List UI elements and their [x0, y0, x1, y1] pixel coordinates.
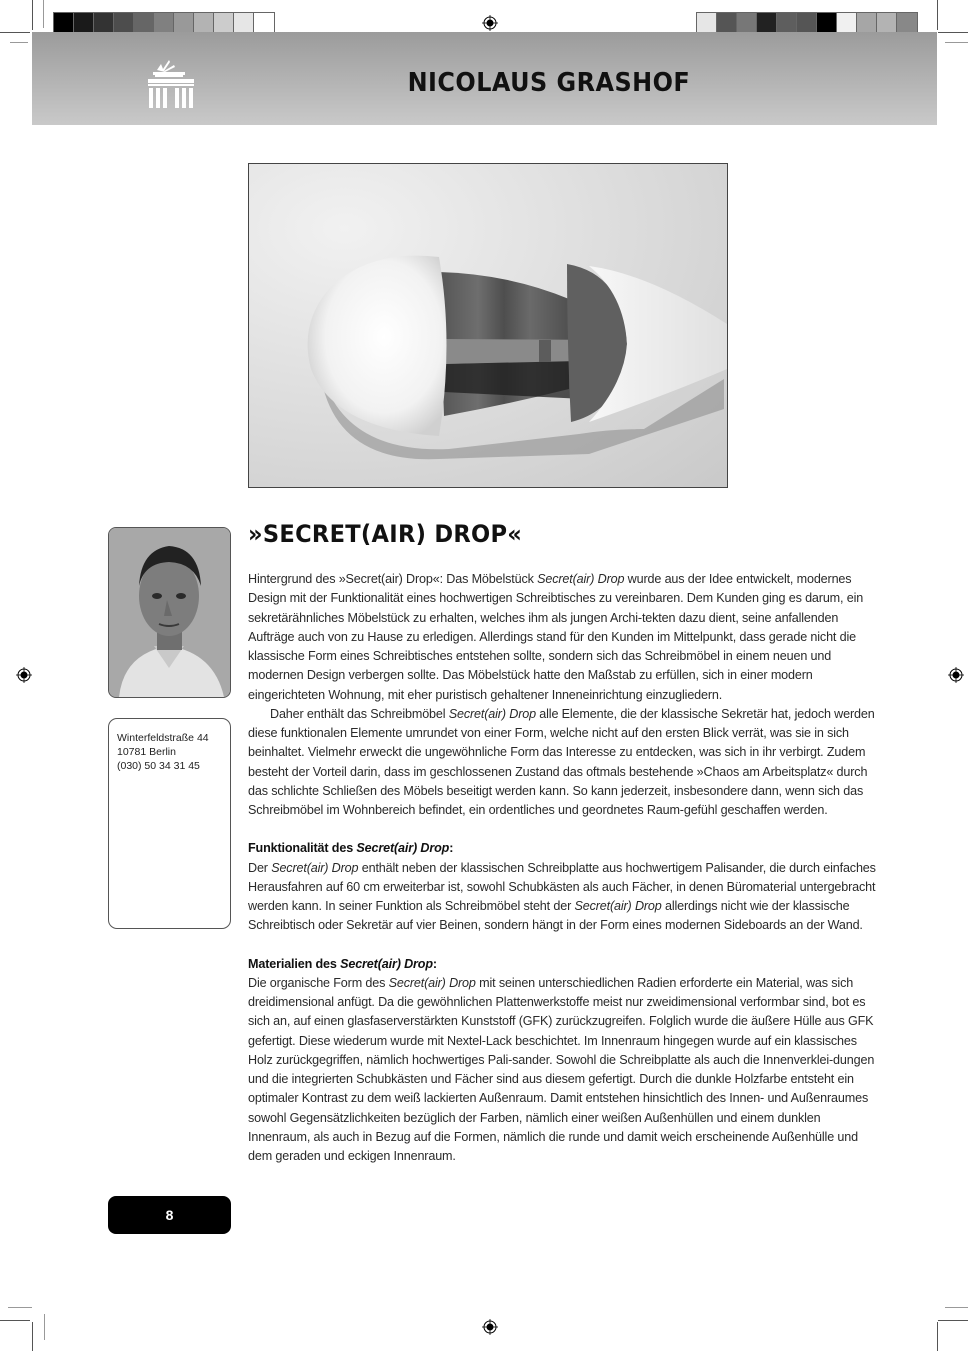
color-swatch — [134, 13, 154, 33]
section-spacer — [248, 820, 876, 839]
color-swatch — [737, 13, 757, 33]
color-swatch — [817, 13, 837, 33]
page-number: 8 — [165, 1207, 174, 1223]
address-street: Winterfeldstraße 44 — [117, 732, 209, 744]
text-run: Daher enthält das Schreibmöbel — [270, 706, 449, 721]
address-phone: (030) 50 34 31 45 — [117, 760, 200, 772]
portrait-photo — [109, 528, 230, 697]
product-name-italic: Secret(air) Drop — [448, 706, 536, 721]
crop-mark — [0, 32, 30, 33]
section-heading-product: Secret(air) Drop — [340, 956, 433, 971]
crop-mark — [945, 42, 968, 43]
section-heading-text: Funktionalität des — [248, 841, 357, 856]
crop-mark — [0, 1320, 30, 1321]
text-run: mit seinen unterschiedlichen Radien erforderte ein Material, was sich dreidimensional anfügt. Da die gewöhnlichen Plattenwerkstoffe meist nur zweidimensional verformbar sind, bot es sich an, auf einen glasfaserverstärkten Kunststoff (GFK) zurückzugreifen. Folglich wurde die äußere Hülle aus GFK gefertigt. Diese wiederum wurde mit Nextel-Lack beschichtet. Im Innenraum hingegen wurde auf ein klassisches Holz zurückgegriffen, nämlich hochwertiges Pali-sander. Sowohl die Schreibplatte als auch die Innenverklei-dungen und die integrierten Schubkästen und Fächer sind aus diesem gefertigt. Durch die dunkle Holzfarbe entsteht ein optimaler Kontrast zu dem weiß lackierten Außenraum. Damit entstehen hinsichtlich des Innen- und Außenraumes sowohl Gegensätzlichkeiten bezüglich der Farben, nämlich einer weißen Außenhüllen und einem dunklen Innenraum, als auch in Bezug auf die Formen, nämlich die runde und damit weich erscheinende Außenhülle und dem geraden und eckigen Innenraum. — [248, 975, 875, 1163]
product-photo — [248, 163, 728, 488]
section-heading — [248, 839, 876, 858]
crop-mark — [938, 1320, 968, 1321]
product-name-italic: Secret(air) Drop — [388, 975, 476, 990]
page-number-badge — [108, 1196, 231, 1234]
section-heading — [248, 955, 876, 974]
color-swatch — [837, 13, 857, 33]
text-run: wurde aus der Idee entwickelt, modernes Design mit der Funktionalität eines hochwertigen Schreibtisches zu vereinbaren. Dem Kunden ging es darum, ein sekretärähnliches Möbelstück zu erhalten, welches ihm als jungen Archi-tekten dazu dient, seine anfallenden Aufträge auch von zu Hause zu erledigen. Allerdings stand für den Kunden im Mittelpunkt, dass gerade nicht die klassische Form eines Schreibtisches entstehen sollte, sondern sich das Schreibmöbel in einem neuen und modernen Design verbergen sollte. Das Möbelstück hatte den Maßstab zu erfüllen, sich in einer modern eingerichteten Wohnung, mit eher puristisch gehaltener Inneneinrichtung einzugliedern. — [248, 572, 864, 702]
article-paragraph — [248, 705, 876, 821]
color-swatch — [717, 13, 737, 33]
color-swatch — [757, 13, 777, 33]
color-swatch — [154, 13, 174, 33]
color-swatch — [214, 13, 234, 33]
color-swatch — [114, 13, 134, 33]
color-swatch — [54, 13, 74, 33]
product-name-italic: Secret(air) Drop — [537, 572, 625, 586]
section-paragraph — [248, 859, 876, 936]
section-heading-product: Secret(air) Drop — [356, 841, 450, 856]
color-swatch — [797, 13, 817, 33]
color-swatch — [254, 13, 274, 33]
color-swatch — [777, 13, 797, 33]
registration-mark-icon — [482, 15, 498, 31]
color-swatch — [234, 13, 254, 33]
registration-mark-icon — [16, 667, 32, 683]
secret-air-drop-image — [249, 164, 727, 487]
product-name-italic: Secret(air) Drop — [271, 860, 359, 875]
text-run: Der — [248, 860, 272, 875]
crop-mark — [938, 32, 968, 33]
crop-mark — [8, 1307, 32, 1308]
article-body — [248, 570, 876, 1166]
section-paragraph — [248, 974, 876, 1167]
section-spacer — [248, 936, 876, 955]
text-run: alle Elemente, die der klassische Sekretär hat, jedoch werden diese funktionalen Elemente umrundet von einer Form, welche nicht auf den ersten Blick verrät, was sie in sich beinhaltet. Vielmehr erweckt die ungewöhnliche Form das Interesse zu entdecken, was sich in ihr verbirgt. Zudem besteht der Vorteil darin, dass im geschlossenen Zustand das oftmals bestehende »Chaos am Arbeitsplatz« durch das schlichte Schließen des Möbels beseitigt werden kann. So kann jederzeit, insbesondere dann, wenn sich das Schreibmöbel im Wohnbereich befindet, ein ordentliches und geordnetes Raum-gefühl geschaffen werden. — [248, 706, 875, 817]
crop-mark — [10, 42, 28, 43]
crop-mark — [945, 1307, 968, 1308]
text-run: Die organische Form des — [248, 975, 389, 990]
author-portrait — [108, 527, 231, 698]
color-swatch — [877, 13, 897, 33]
registration-mark-icon — [482, 1319, 498, 1335]
section-heading-colon: : — [432, 956, 437, 971]
article-title: »SECRET(AIR) DROP« — [248, 520, 523, 548]
crop-mark — [44, 1314, 45, 1340]
section-heading-colon: : — [449, 841, 454, 856]
color-swatch — [897, 13, 917, 33]
registration-mark-icon — [948, 667, 964, 683]
color-swatch — [174, 13, 194, 33]
text-run: Hintergrund des »Secret(air) Drop«: Das Möbelstück — [248, 572, 538, 586]
color-swatch — [74, 13, 94, 33]
color-swatch — [857, 13, 877, 33]
crop-mark — [937, 0, 938, 30]
section-heading-text: Materialien des — [248, 956, 341, 971]
color-swatch — [194, 13, 214, 33]
page-header-title: NICOLAUS GRASHOF — [407, 68, 691, 98]
color-swatch — [94, 13, 114, 33]
crop-mark — [32, 0, 33, 30]
header-band — [32, 32, 937, 125]
crop-mark — [937, 1322, 938, 1351]
text-run: allerdings nicht wie der klassische Schreibtisch oder Sekretär auf vier Beinen, sondern hängt in der Form eines modernen Sideboards an der Wand. — [248, 899, 863, 933]
address-city: 10781 Berlin — [117, 746, 176, 758]
product-name-italic: Secret(air) Drop — [574, 899, 662, 913]
article-paragraph — [248, 570, 876, 705]
text-run: enthält neben der klassischen Schreibplatte aus hochwertigem Palisander, die durch einfaches Herausfahren auf 60 cm erweiterbar ist, sowohl Schubkästen als auch Fächer, in denen Büromaterial untergebracht werden kann. In seiner Funktion als Schreibmöbel steht der — [248, 860, 876, 913]
crop-mark — [43, 0, 44, 28]
color-swatch — [697, 13, 717, 33]
crop-mark — [32, 1322, 33, 1351]
contact-address-box — [108, 718, 231, 929]
